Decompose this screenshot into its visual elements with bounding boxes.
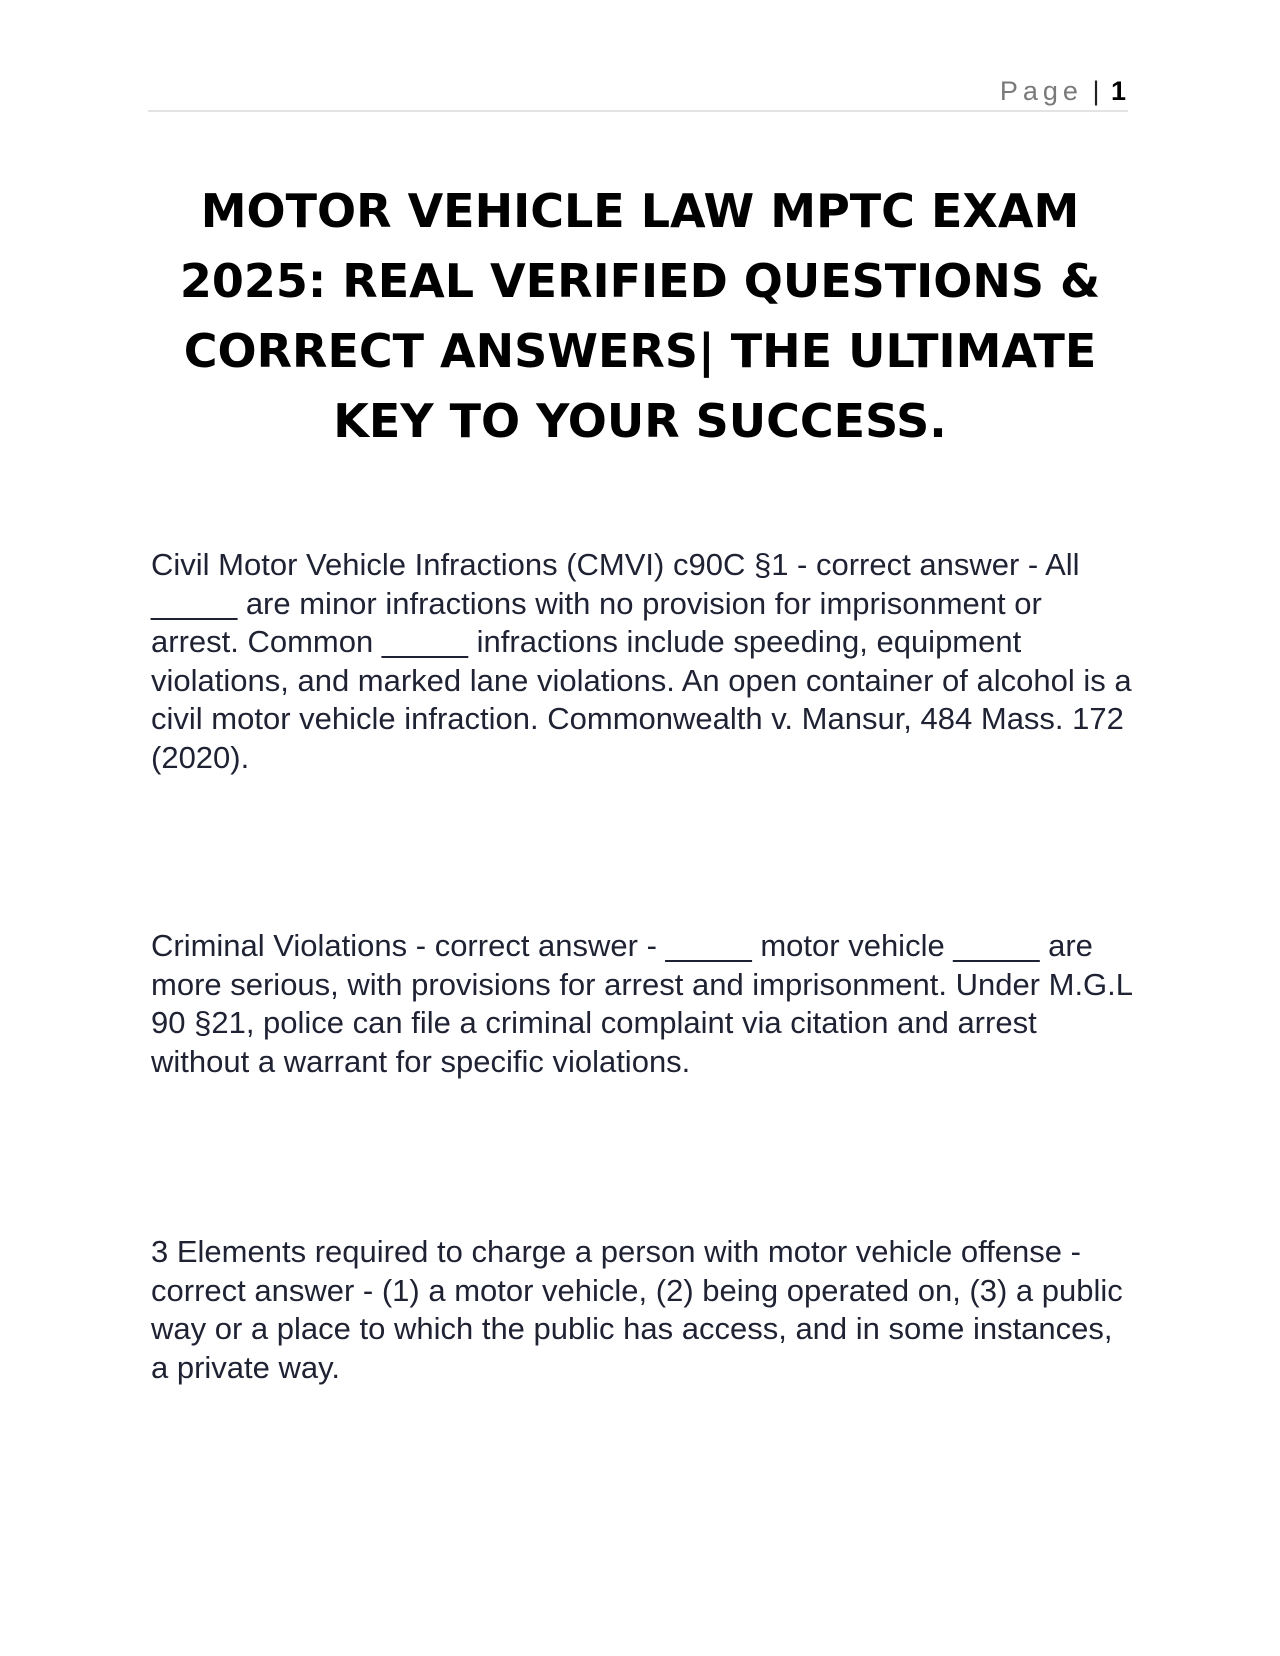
document-title: MOTOR VEHICLE LAW MPTC EXAM 2025: REAL VERIFIED QUESTIONS & CORRECT ANSWERS| THE ULTIMATE KEY TO YOUR SUCCESS. bbox=[179, 184, 1101, 448]
qa-entry-criminal-violations: Criminal Violations - correct answer - _____ motor vehicle _____ are more serious, with provisions for arrest and imprisonment. Under M.G.L 90 §21, police can file a criminal complaint via citation and arrest without a warrant for specific violations. bbox=[151, 928, 1132, 1079]
page-header bbox=[148, 76, 1128, 112]
qa-entry-civil-infractions: Civil Motor Vehicle Infractions (CMVI) c90C §1 - correct answer - All _____ are minor infractions with no provision for imprisonment or arrest. Common _____ infractions include speeding, equipment violations, and marked lane violations. An open container of alcohol is a civil motor vehicle infraction. Commonwealth v. Mansur, 484 Mass. 172 (2020). bbox=[151, 547, 1132, 775]
page-number: 1 bbox=[1110, 76, 1126, 106]
page-label: Page bbox=[999, 76, 1083, 106]
qa-entry-three-elements: 3 Elements required to charge a person with motor vehicle offense - correct answer - (1) a motor vehicle, (2) being operated on, (3) a public way or a place to which the public has access, and in some instances, a private way. bbox=[151, 1234, 1123, 1385]
page-separator: | bbox=[1092, 76, 1100, 106]
